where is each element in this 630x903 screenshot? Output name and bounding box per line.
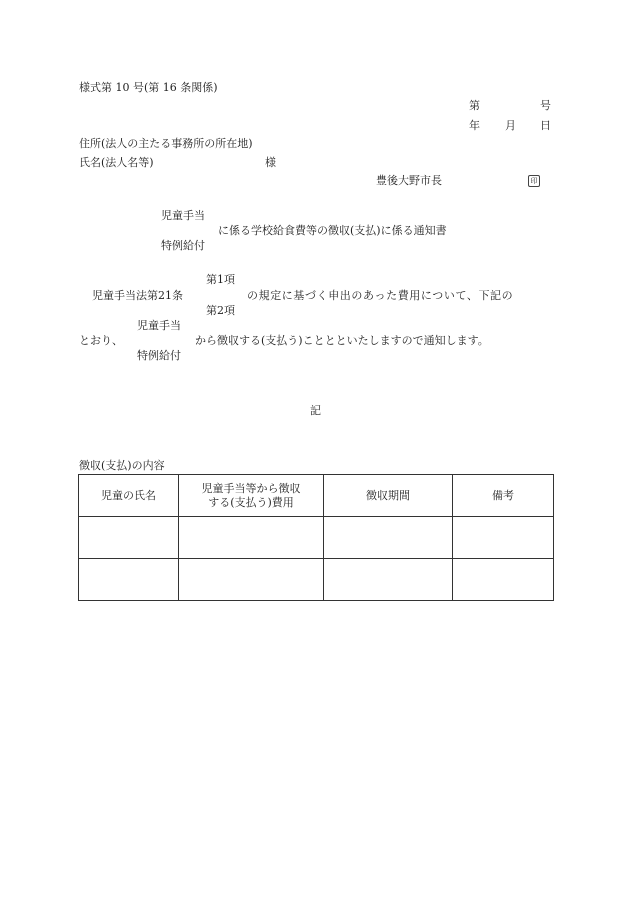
cell-child-name[interactable] <box>79 559 179 601</box>
recipient-honorific: 様 <box>265 156 276 169</box>
section-label: 徴収(支払)の内容 <box>79 459 165 472</box>
body-line1-text: の規定に基づく申出のあった費用について、下記の <box>247 289 514 302</box>
header-child-name: 児童の氏名 <box>79 475 179 517</box>
cell-child-name[interactable] <box>79 517 179 559</box>
cell-remarks[interactable] <box>453 517 554 559</box>
table-row <box>79 517 554 559</box>
cell-period[interactable] <box>324 517 453 559</box>
payer-option-special: 特例給付 <box>137 349 181 362</box>
collection-table <box>78 474 554 601</box>
date-month: 月 <box>505 119 516 132</box>
header-cost <box>179 475 324 517</box>
doc-number-prefix: 第 <box>469 99 480 112</box>
form-number: 様式第 10 号(第 16 条関係) <box>79 81 218 94</box>
cell-period[interactable] <box>324 559 453 601</box>
table-row <box>79 559 554 601</box>
cell-cost[interactable] <box>179 559 324 601</box>
date-day: 日 <box>540 119 551 132</box>
body-line2-text: から徴収する(支払う)こととといたしますので通知します。 <box>195 334 489 347</box>
header-cost-text: 児童手当等から徴収 する(支払う)費用 <box>201 481 301 509</box>
seal-mark: 印 <box>528 175 540 187</box>
payer-option-allowance: 児童手当 <box>137 319 181 332</box>
clause-option-1: 第1項 <box>206 273 235 286</box>
clause-option-2: 第2項 <box>206 304 235 317</box>
body-line2-prefix: とおり、 <box>79 334 123 347</box>
body-law-reference: 児童手当法第21条 <box>92 289 183 302</box>
header-period: 徴収期間 <box>324 475 453 517</box>
ki-marker: 記 <box>310 404 321 417</box>
table-header-row <box>79 475 554 517</box>
cell-cost[interactable] <box>179 517 324 559</box>
title-option-allowance: 児童手当 <box>161 209 205 222</box>
recipient-name-label: 氏名(法人名等) <box>79 156 154 169</box>
date-year: 年 <box>469 119 480 132</box>
title-option-special: 特例給付 <box>161 239 205 252</box>
document-title: に係る学校給食費等の徴収(支払)に係る通知書 <box>218 224 447 237</box>
header-remarks: 備考 <box>453 475 554 517</box>
doc-number-suffix: 号 <box>540 99 551 112</box>
issuer-name: 豊後大野市長 <box>376 174 442 187</box>
cell-remarks[interactable] <box>453 559 554 601</box>
recipient-address-label: 住所(法人の主たる事務所の所在地) <box>79 137 253 150</box>
